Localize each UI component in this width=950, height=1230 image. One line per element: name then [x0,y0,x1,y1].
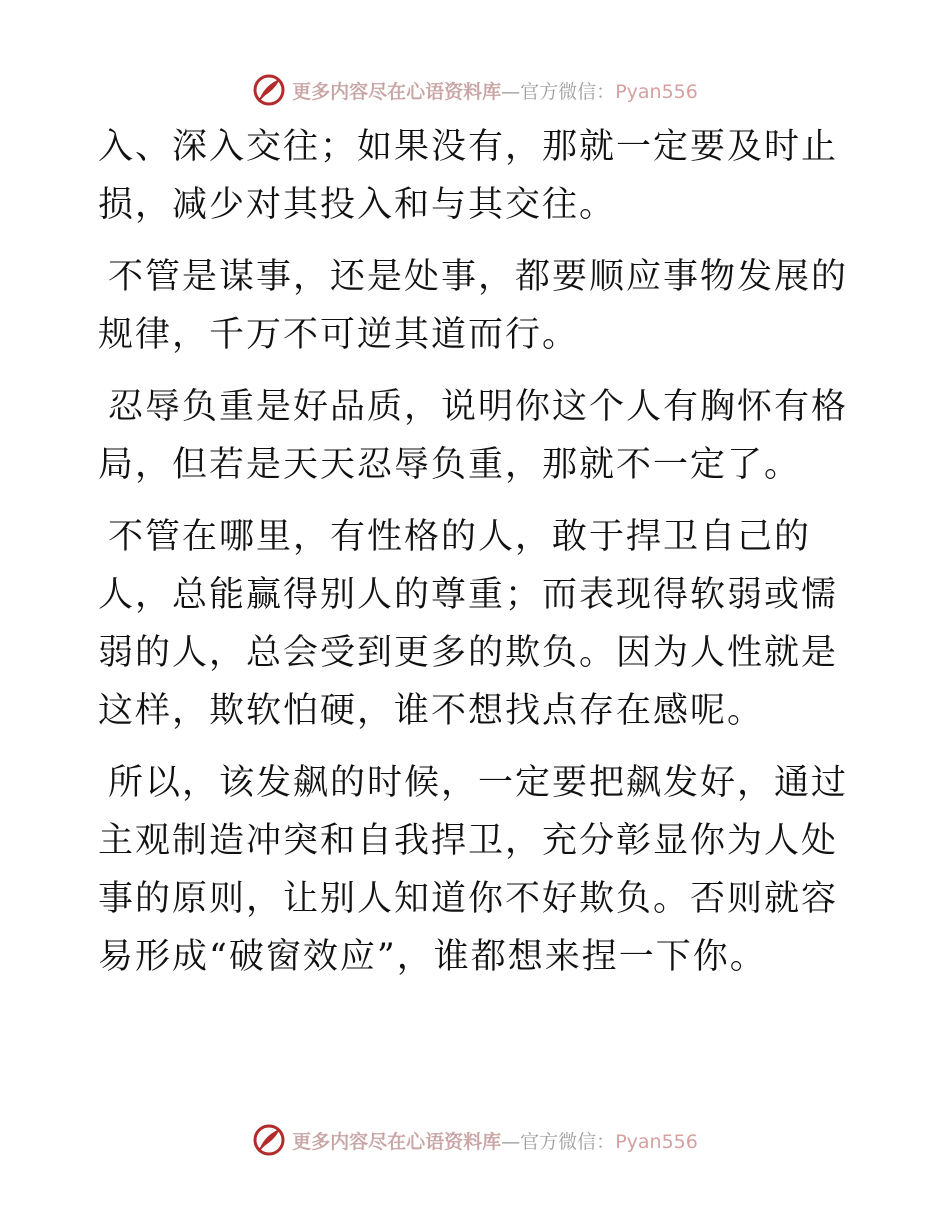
watermark-sub: 官方微信： [520,80,616,103]
watermark-id: Pyan556 [615,1130,698,1153]
watermark-main: 更多内容尽在心语资料库 [292,1130,502,1153]
feather-pen-logo-icon [252,1123,286,1157]
document-body [98,118,858,1000]
watermark-sub: 官方微信： [520,1130,616,1153]
paragraph-5: 所以，该发飙的时候，一定要把飙发好，通过主观制造冲突和自我捍卫，充分彰显你为人处事的原则，让别人知道你不好欺负。否则就容易形成“破窗效应”，谁都想来捏一下你。 [98,763,849,977]
header-watermark [0,70,950,110]
paragraph-4: 不管在哪里，有性格的人，敢于捍卫自己的人，总能赢得别人的尊重；而表现得软弱或懦弱的人，总会受到更多的欺负。因为人性就是这样，欺软怕硬，谁不想找点存在感呢。 [98,517,839,731]
paragraph-2: 不管是谋事，还是处事，都要顺应事物发展的规律，千万不可逆其道而行。 [98,257,849,355]
watermark-id: Pyan556 [615,80,698,103]
watermark-text [292,1127,698,1154]
feather-pen-logo-icon [252,73,286,107]
paragraph-3: 忍辱负重是好品质，说明你这个人有胸怀有格局，但若是天天忍辱负重，那就不一定了。 [98,387,849,485]
watermark-text [292,77,698,104]
watermark-main: 更多内容尽在心语资料库 [292,80,502,103]
footer-watermark [0,1120,950,1160]
paragraph-1: 入、深入交往；如果没有，那就一定要及时止损，减少对其投入和与其交往。 [98,127,839,225]
watermark-separator: — [501,1130,521,1153]
watermark-separator: — [501,80,521,103]
